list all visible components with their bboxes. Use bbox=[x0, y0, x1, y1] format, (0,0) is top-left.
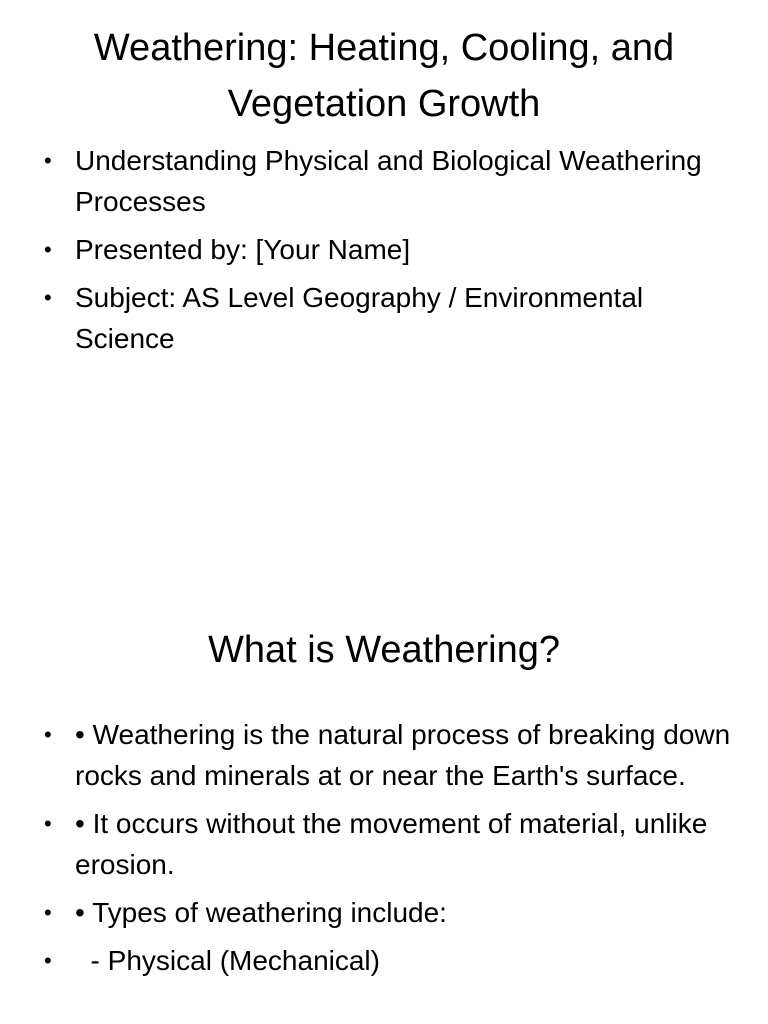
slide-2 bbox=[0, 576, 768, 1024]
bullet-marker-icon: • bbox=[44, 148, 52, 173]
bullet-text: • Weathering is the natural process of breaking down rocks and minerals at or near the Earth's surface. bbox=[75, 719, 731, 791]
bullet-marker-icon: • bbox=[44, 811, 52, 836]
bullet-item bbox=[44, 803, 734, 885]
bullet-marker-icon: • bbox=[44, 722, 52, 747]
bullet-text: Subject: AS Level Geography / Environmental Science bbox=[75, 282, 644, 354]
bullet-text: Presented by: [Your Name] bbox=[75, 234, 411, 265]
bullet-item bbox=[44, 940, 734, 981]
bullet-list bbox=[44, 140, 734, 366]
bullet-list bbox=[44, 714, 734, 988]
bullet-item bbox=[44, 140, 734, 222]
bullet-text: - Physical (Mechanical) bbox=[75, 945, 380, 976]
bullet-item bbox=[44, 277, 734, 359]
bullet-item bbox=[44, 892, 734, 933]
bullet-marker-icon: • bbox=[44, 900, 52, 925]
bullet-text: • Types of weathering include: bbox=[75, 897, 447, 928]
bullet-marker-icon: • bbox=[44, 948, 52, 973]
bullet-item bbox=[44, 714, 734, 796]
bullet-item bbox=[44, 229, 734, 270]
slide-title: Weathering: Heating, Cooling, and Vegetation Growth bbox=[93, 27, 675, 125]
bullet-text: Understanding Physical and Biological Weathering Processes bbox=[75, 145, 702, 217]
slide-title: What is Weathering? bbox=[207, 629, 561, 671]
bullet-marker-icon: • bbox=[44, 285, 52, 310]
bullet-text: • It occurs without the movement of material, unlike erosion. bbox=[75, 808, 708, 880]
bullet-marker-icon: • bbox=[44, 237, 52, 262]
